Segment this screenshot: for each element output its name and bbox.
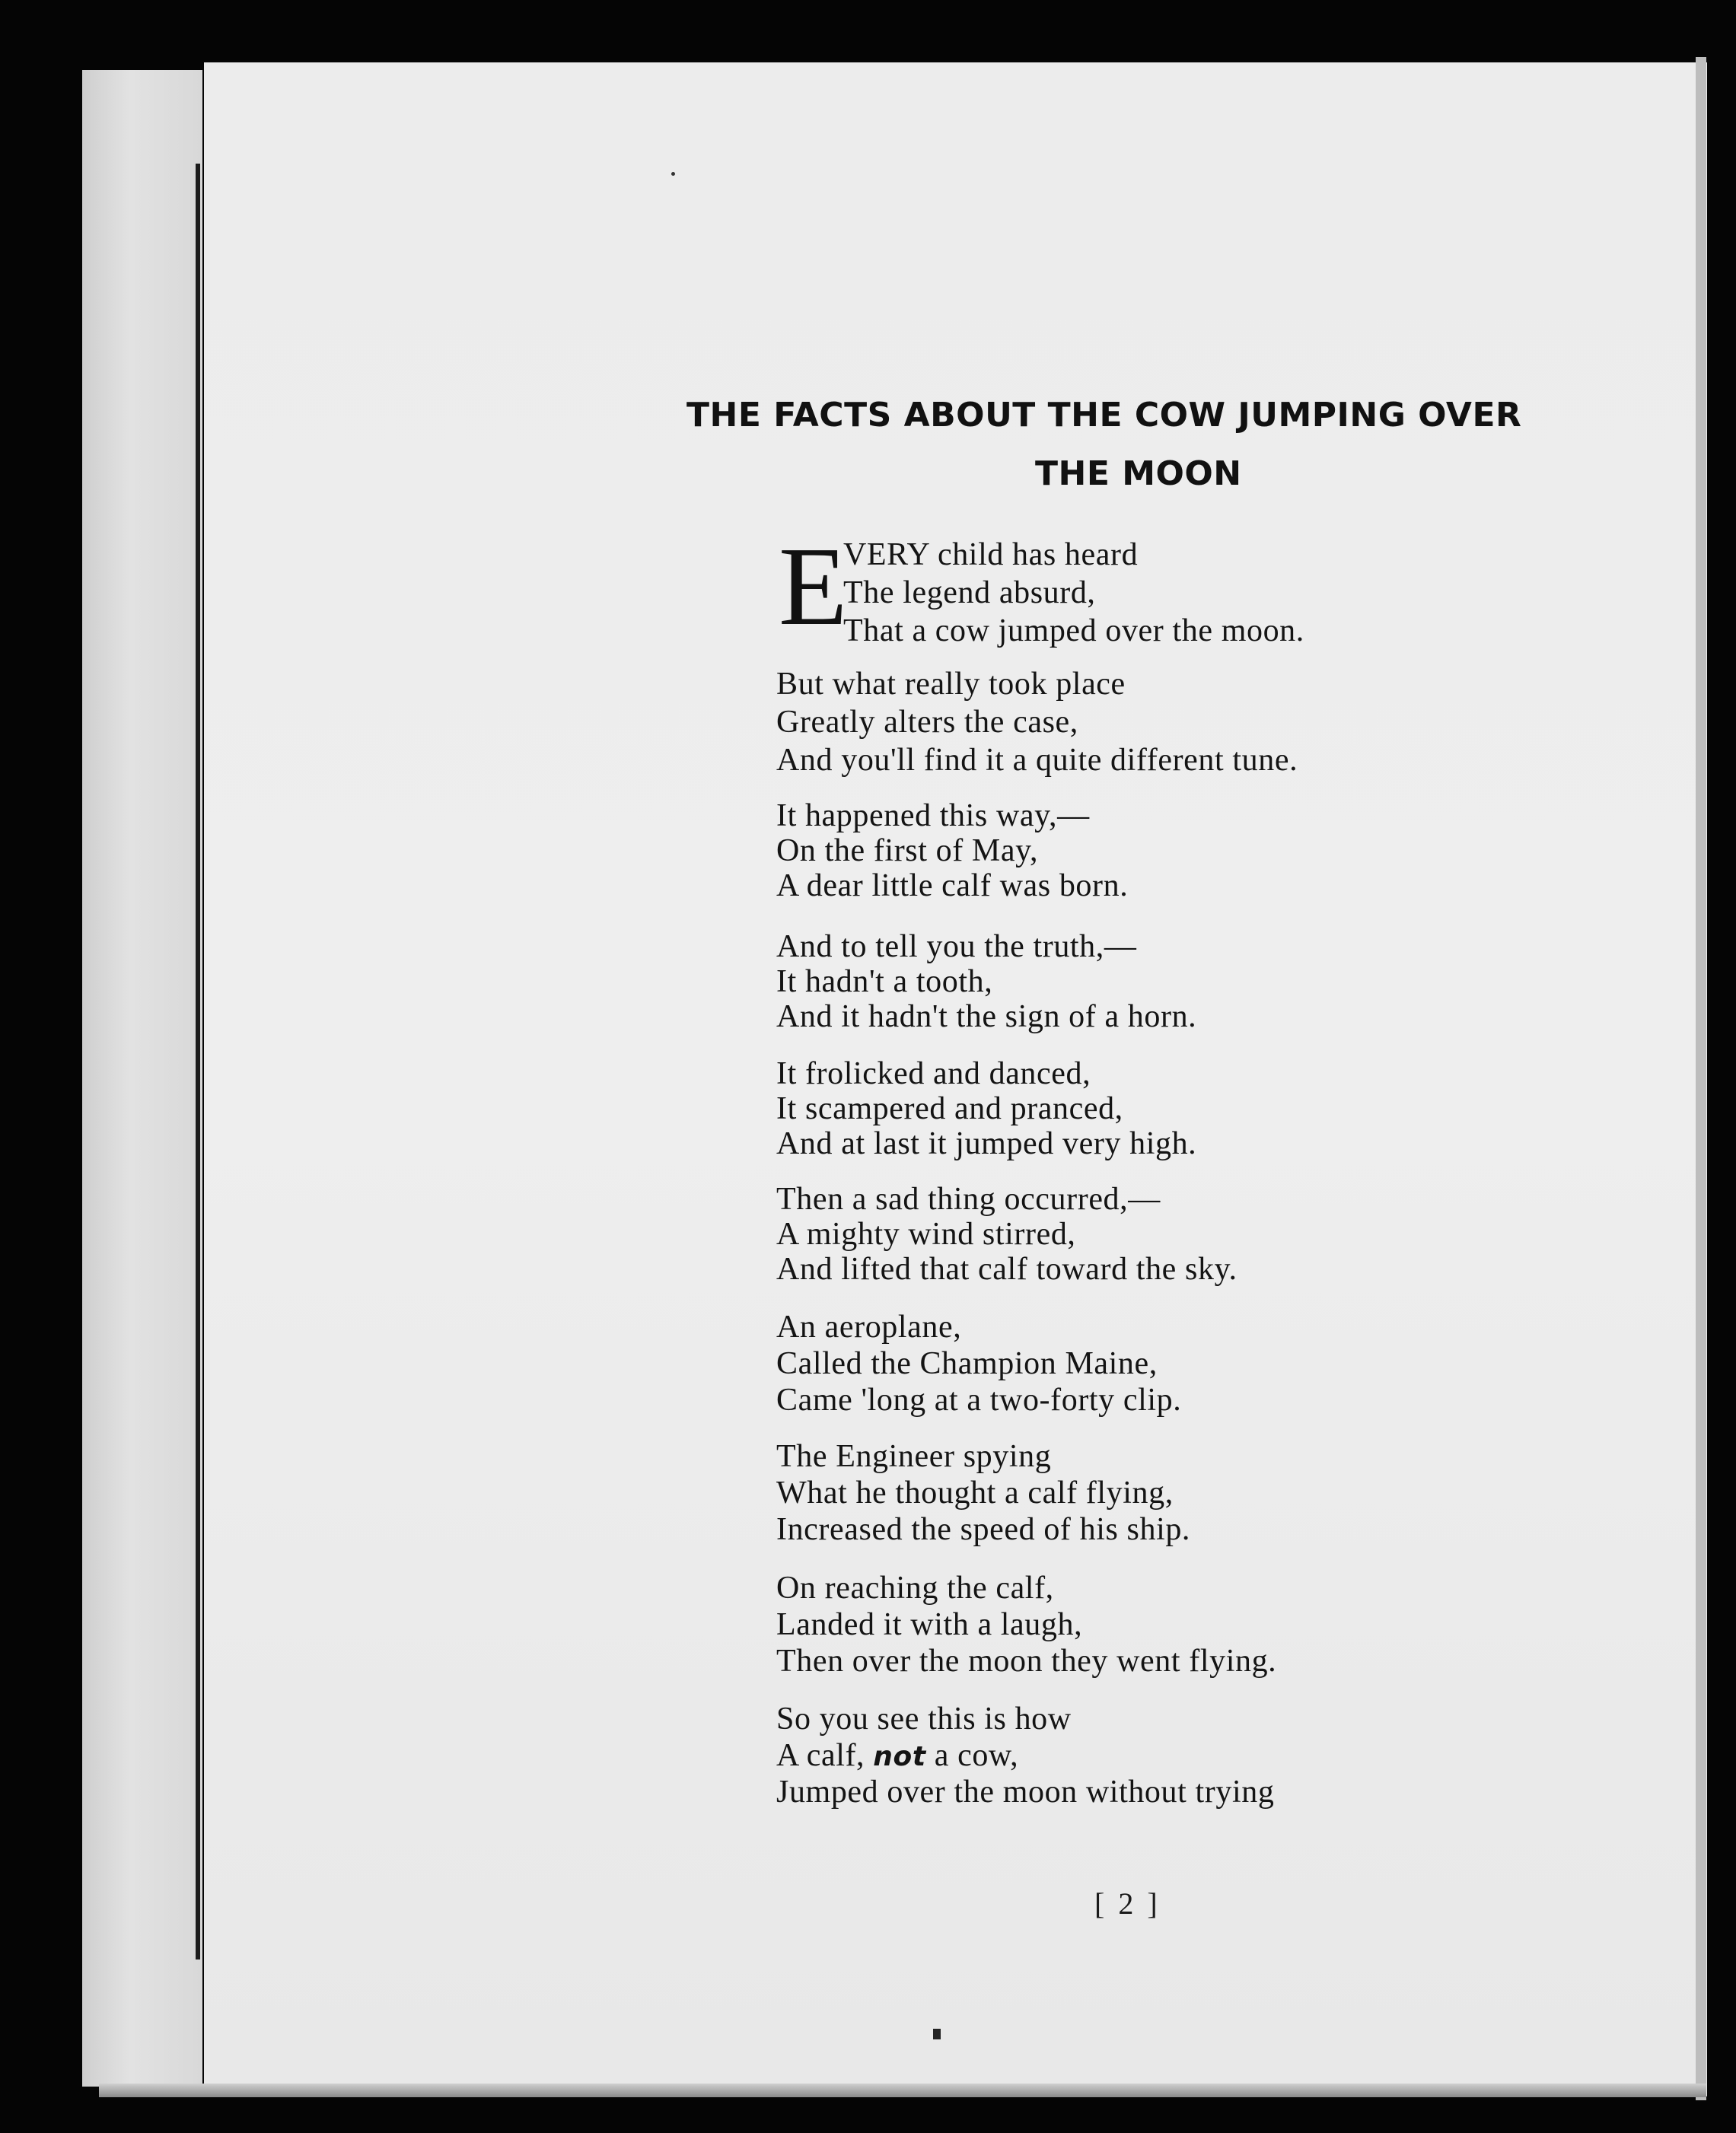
- right-page-edge: [1696, 57, 1706, 2100]
- poem-title-line-2: THE MOON: [1035, 454, 1242, 493]
- binding-line: [196, 164, 200, 1959]
- poem-line: VERY child has heard: [843, 537, 1139, 572]
- poem-line: Landed it with a laugh,: [776, 1607, 1083, 1642]
- poem-line: It happened this way,—: [776, 798, 1090, 833]
- poem-line: Then a sad thing occurred,—: [776, 1182, 1161, 1217]
- poem-line: It hadn't a tooth,: [776, 964, 993, 999]
- poem-line: So you see this is how: [776, 1702, 1072, 1737]
- poem-line: The Engineer spying: [776, 1439, 1052, 1474]
- poem-line: And it hadn't the sign of a horn.: [776, 999, 1197, 1034]
- poem-line: That a cow jumped over the moon.: [843, 613, 1304, 648]
- poem-line: It frolicked and danced,: [776, 1056, 1091, 1091]
- poem-line: Greatly alters the case,: [776, 705, 1078, 740]
- poem-line: And at last it jumped very high.: [776, 1126, 1197, 1161]
- drop-cap-letter: E: [779, 524, 848, 649]
- poem-line: And to tell you the truth,—: [776, 929, 1137, 964]
- poem-line: And lifted that calf toward the sky.: [776, 1252, 1237, 1287]
- page-number: [ 2 ]: [1094, 1886, 1161, 1921]
- poem-line: On the first of May,: [776, 833, 1039, 868]
- ink-speck: [933, 2029, 941, 2039]
- poem-line: But what really took place: [776, 667, 1126, 702]
- poem-line: What he thought a calf flying,: [776, 1476, 1174, 1511]
- poem-line: An aeroplane,: [776, 1310, 962, 1345]
- ink-speck: [671, 172, 675, 176]
- poem-title-line-1: THE FACTS ABOUT THE COW JUMPING OVER: [686, 396, 1522, 435]
- poem-line: Then over the moon they went flying.: [776, 1644, 1277, 1679]
- left-page-edge: [82, 70, 202, 2087]
- poem-line: And you'll find it a quite different tune.: [776, 743, 1298, 778]
- poem-line: Called the Champion Maine,: [776, 1346, 1158, 1381]
- bottom-page-edge: [99, 2084, 1706, 2097]
- poem-line: A calf, not a cow,: [776, 1738, 1019, 1773]
- poem-line: It scampered and pranced,: [776, 1091, 1123, 1126]
- poem-line: On reaching the calf,: [776, 1571, 1054, 1606]
- poem-line: A dear little calf was born.: [776, 868, 1129, 903]
- poem-line: A mighty wind stirred,: [776, 1217, 1076, 1252]
- poem-line: Increased the speed of his ship.: [776, 1512, 1191, 1547]
- poem-line: Came 'long at a two-forty clip.: [776, 1383, 1182, 1418]
- poem-line: The legend absurd,: [843, 575, 1096, 610]
- poem-line: Jumped over the moon without trying: [776, 1775, 1275, 1810]
